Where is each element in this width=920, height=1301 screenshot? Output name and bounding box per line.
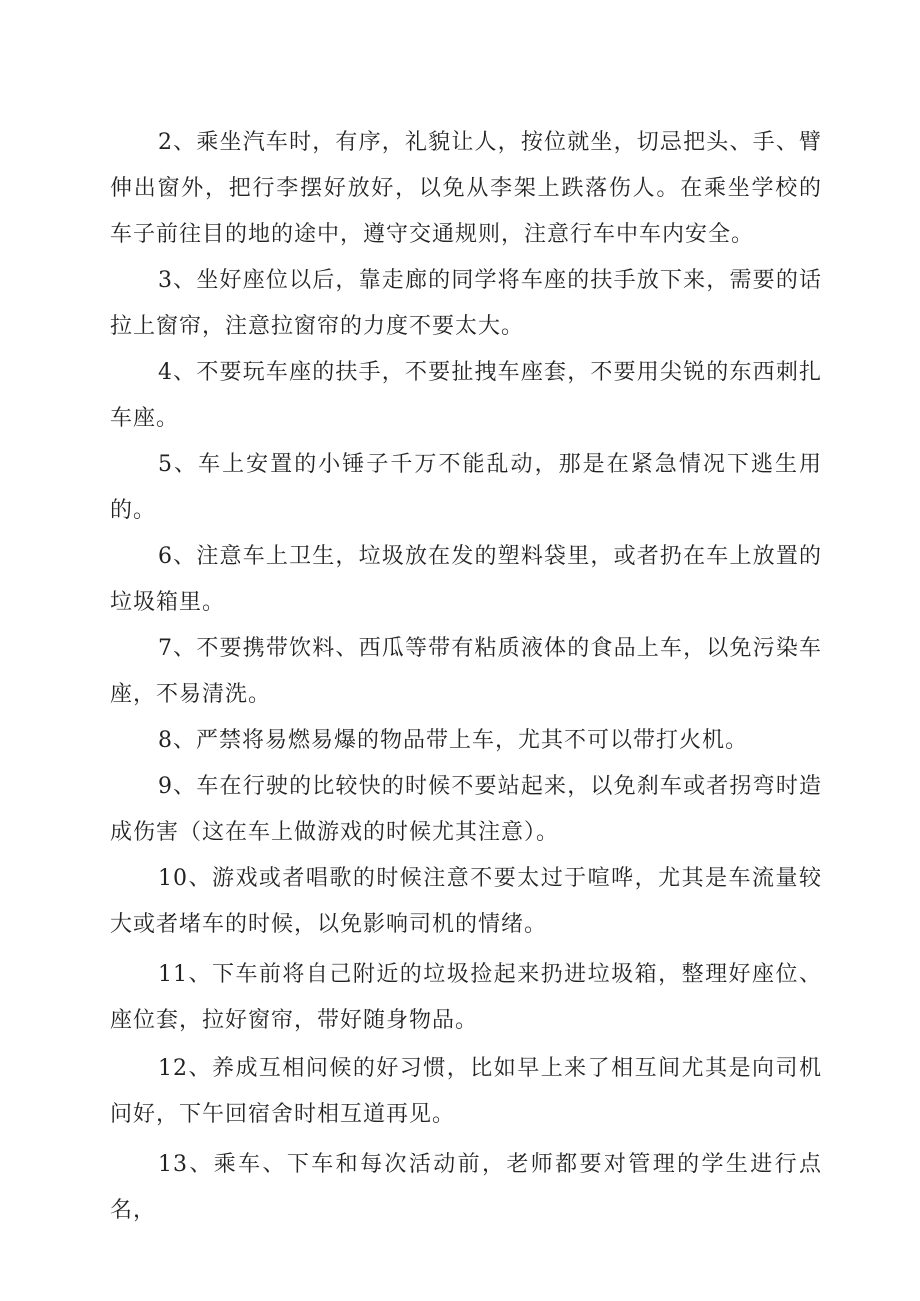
paragraph-rule-11: 11、下车前将自己附近的垃圾捡起来扔进垃圾箱，整理好座位、座位套，拉好窗帘，带好随身物品。 (110, 962, 822, 1033)
paragraph-rule-10: 10、游戏或者唱歌的时候注意不要太过于喧哗，尤其是车流量较大或者堵车的时候，以免影响司机的情绪。 (110, 866, 822, 937)
paragraph-rule-4: 4、不要玩车座的扶手，不要扯拽车座套，不要用尖锐的东西刺扎车座。 (110, 360, 822, 431)
paragraph-rule-7: 7、不要携带饮料、西瓜等带有粘质液体的食品上车，以免污染车座，不易清洗。 (110, 636, 822, 707)
document-body (110, 120, 822, 1234)
paragraph-rule-3: 3、坐好座位以后，靠走廊的同学将车座的扶手放下来，需要的话拉上窗帘，注意拉窗帘的力度不要太大。 (110, 268, 822, 339)
paragraph-rule-8: 8、严禁将易燃易爆的物品带上车，尤其不可以带打火机。 (158, 728, 748, 753)
paragraph-rule-9: 9、车在行驶的比较快的时候不要站起来，以免刹车或者拐弯时造成伤害（这在车上做游戏的时候尤其注意）。 (110, 774, 822, 845)
paragraph-rule-2: 2、乘坐汽车时，有序，礼貌让人，按位就坐，切忌把头、手、臂伸出窗外，把行李摆好放好，以免从李架上跌落伤人。在乘坐学校的车子前往目的地的途中，遵守交通规则，注意行车中车内安全。 (110, 130, 822, 247)
paragraph-rule-12: 12、养成互相问候的好习惯，比如早上来了相互间尤其是向司机问好，下午回宿舍时相互道再见。 (110, 1056, 822, 1127)
paragraph-rule-13: 13、乘车、下车和每次活动前，老师都要对管理的学生进行点名， (110, 1152, 822, 1223)
paragraph-rule-6: 6、注意车上卫生，垃圾放在发的塑料袋里，或者扔在车上放置的垃圾箱里。 (110, 544, 822, 615)
paragraph-rule-5: 5、车上安置的小锤子千万不能乱动，那是在紧急情况下逃生用的。 (110, 452, 822, 523)
